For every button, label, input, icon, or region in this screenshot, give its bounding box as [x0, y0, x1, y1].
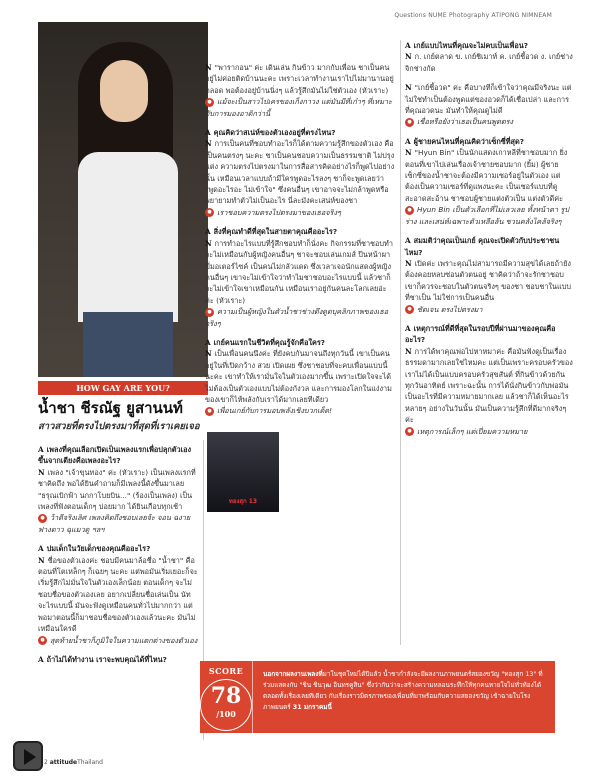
footer: [44, 759, 103, 766]
question: [405, 236, 559, 256]
comment-icon: ●: [405, 427, 414, 436]
answer-marker: N: [405, 346, 412, 356]
question: [405, 41, 528, 50]
question-text: สิ่งที่คุณทำดีที่สุดในสายตาคุณคืออะไร?: [213, 227, 338, 237]
question-text: สมมติว่าคุณเป็นเกย์ คุณจะเปิดตัวกับประชาชนไหม?: [405, 236, 560, 257]
question-text: ผู้ชายคนไหนที่คุณคิดว่าเซ็กซี่ที่สุด?: [413, 136, 524, 146]
question-marker: A: [205, 128, 211, 138]
score-text: [253, 661, 555, 733]
poster-title: ทองสุก 13: [228, 498, 258, 505]
photo-credit: Questions NUME Photography ATIPONG NIMNEAM: [394, 12, 552, 19]
question: [38, 655, 167, 664]
question-marker: A: [38, 445, 44, 454]
comment-icon: ●: [405, 206, 414, 215]
question: [205, 227, 337, 236]
question-marker: A: [405, 41, 411, 50]
editor-comment: เราชอบความตรงไปตรงมาของเธอจริงๆ: [217, 207, 341, 217]
question-text: เพลงที่คุณเลือกเปิดเป็นเพลงแรกเพื่อปลุกตัวเองขึ้นจากเตียงคือเพลงอะไร?: [38, 445, 192, 466]
answer-marker: N: [405, 258, 412, 268]
editor-comment: ว้าดีจริงเลิศ เพลงคิดถึงชอบเลยจ้ะ จอน ฉงาย ฟางดาว ฉุแมวดู ฯลฯ: [38, 513, 191, 534]
question-marker: A: [205, 227, 211, 237]
editor-comment: ชัดเจน ตรงไปตรงมา: [417, 304, 483, 314]
score-circle: [200, 679, 252, 731]
answer-marker: N: [205, 63, 212, 72]
qa-item: [405, 40, 573, 74]
comment-icon: ●: [205, 208, 214, 217]
answer-text: "เกย์ชี้อวด" ค่ะ คือบางทีก็เข้าใจว่าคุณมีจริงนะ แต่ไม่ใช่ทำเป็นต้องพูดแต่ของอวดก็ได้เชื่อเปล่า และการที่คุณอวดนะ มันทำให้คุณดูไม่ดี: [405, 83, 572, 116]
qa-item: [205, 226, 395, 329]
answer-text: "พารากอน" ค่ะ เดินเล่น กินข้าว มากกับเพื่อน ชาเป็นคนอยู่ไม่ค่อยติดบ้านนะคะ เพราะเวลาทำงานเราไปไม่มานานอยู่ตลอด พอต้องอยู่บ้านนิ่งๆ แล้วรู้สึกมันไม่ใช่ตัวเอง (หัวเราะ): [205, 63, 394, 95]
qa-item: [38, 444, 200, 535]
qa-item: [205, 62, 395, 119]
play-button[interactable]: [13, 741, 43, 771]
question-text: ปมเด็กในวัยเด็กของคุณคืออะไร?: [46, 544, 151, 554]
question: [405, 324, 556, 344]
comment-icon: ●: [405, 305, 414, 314]
qa-item: [38, 543, 200, 646]
qa-item: [405, 136, 573, 227]
score-text-body: มาในชุดใหม่ได้ปีแล้ว น้ำชากำลังจะมีผลงานภาพยนตร์สยองขวัญ "ทองสุก 13" ที่ร่วมแสดงกับ "ชิน ชินวุฒ อินทรคูสิน" ซึ่งว่ากันว่าจะสร้างความหลอนระทึกให้ทุกคนหายใจไม่ทั่วท้องได้ตลอดทั้งเรื่องเลยทีเดียว กับเรื่องราวมิตรภาพของเพื่อนที่มาพร้อมกับความสยองขวัญ เข้าฉายในโรงภาพยนตร์: [263, 670, 543, 711]
editor-comment: เชื่อหรือยังว่าเธอเป็นคนพูดตรง: [417, 117, 514, 127]
question-text: ถ้าไม่ได้ทำงาน เราจะพบคุณได้ที่ไหน?: [46, 654, 167, 664]
answer-marker: N: [38, 555, 45, 565]
question-text: เกย์แบบไหนที่คุณจะไม่คบเป็นเพื่อน?: [413, 41, 528, 50]
question: [38, 544, 150, 553]
answer-text: การเป็นคนที่ชอบทำอะไรก็ได้ตามความรู้สึกของตัวเอง คือเป็นคนตรงๆ นะคะ ชาเป็นคนชอบความเป็นธรรมชาติ ไม่ปรุงแต่ง ความตรงไปตรงมาในการสื่อสารคิดอย่างไรก็พูดไปอย่างนั้น เหมือนเวลาแบบถ้ามีใครพูดอะไรลงๆ ชาก็จะพูดเลยว่า "พูดอะไรอะ ไม่เข้าใจ" ซึ่งคนอื่นๆ เขาอาจจะไม่กล้าพูดหรือพยายามทำตัวไม่เป็นอะไร นี่ละมังคะเสน่ห์ของชา: [205, 139, 395, 206]
answer-marker: N: [205, 349, 212, 359]
column-divider: [400, 40, 401, 645]
question-marker: A: [38, 544, 44, 554]
qa-item: [405, 235, 573, 315]
question-text: คุณคิดว่าสเน่ห์ของตัวเองอยู่ที่ตรงไหน?: [213, 128, 336, 138]
qa-item: [205, 337, 395, 417]
question: [38, 445, 191, 465]
editor-comment: สุดท้ายน้ำชาก็ภูมิใจในความแตกต่างของตัวเอง: [50, 635, 198, 645]
answer-text: การทำอะไรแบบที่รู้สึกชอบทำก็นั่งคะ กิจกรรมที่ชาชอบทำจะไม่เหมือนกับผู้หญิงคนอื่นๆ ชาจะชอบเล่นเกมส์ ปีนหน้าผา ขี่มอเตอร์ไซค์ เป็นคนไม่กลัวแดด ซึ่งเวลาเจอนักแสดงผู้หญิงคนอื่นๆ เขาจะไม่เข้าใจว่าทำไมชาชอบอะไรแบบนี้ แล้วชาก็จะไม่เข้าใจเขาเหมือนกัน เหมือนเราอยู่กันคนละโลกเลยอ่ะค่ะ (หัวเราะ): [205, 238, 393, 305]
answer-text: ก. เกย์ตลาด ข. เกย์ชิเมาท์ ค. เกย์ชี้อวด ง. เกย์ช่างจิกช่างกัด: [405, 52, 573, 73]
score-box: [200, 661, 555, 733]
question: [205, 338, 325, 347]
column-2: [205, 62, 395, 425]
score-value: 78: [210, 683, 242, 709]
answer-marker: N: [405, 148, 412, 158]
comment-icon: ●: [38, 636, 47, 645]
answer-text: การได้พาคุณพ่อไปหาหมาค่ะ คือมันฟังดูเป็นเรื่องธรรมดามากเลยใช่ไหมคะ แต่เป็นเพราะครอบครัวของเราไม่ได้เป็นแบบครอบครัวสุขสันต์ ที่กินข้าวด้วยกันทุกวันอาทิตย์ เพราะฉะนั้น การได้นั่งกินข้าวกับพ่อมันเป็นอะไรที่มีความหมายมากเลย แล้วชาก็ได้เห็นอะไรหลายๆ อย่างในวันนั้น มันเป็นความรู้สึกที่ดีมากจริงๆ ค่ะ: [405, 346, 573, 425]
page-number: 2: [44, 759, 48, 766]
question-text: เกย์คนแรกในชีวิตที่คุณรู้จักคือใคร?: [213, 337, 326, 347]
answer-marker: N: [405, 52, 412, 62]
question: [205, 128, 335, 137]
answer-text: เพลง "เจ้าขุนทอง" ค่ะ (หัวเราะ) เป็นเพลงแรกที่ชาคิดถึง พอได้ยินคำถามก็มีเพลงนี้ดังขึ้นมาเลย "ธรุณเบิกฟ้า นกกาโบยบิน..." (ร้องเป็นเพลง) เป็นเพลงที่ฟังตอนเด็กๆ บ่อยมาก ได้ยินเกือบทุกเช้า: [38, 467, 196, 512]
qa-item: [205, 127, 395, 218]
question-marker: A: [38, 654, 44, 664]
comment-icon: ●: [205, 98, 214, 107]
editor-comment: ความเป็นผู้หญิงในตัวน้ำชาช่างดึงดูดบุคลิกภาพของเธอจริงๆ: [205, 307, 389, 328]
brand-region: Thailand: [77, 759, 103, 766]
answer-text: เปิดค่ะ เพราะคุณไม่สามารถมีความสุขได้เลยถ้ายังต้องคอยหลบซ่อนตัวตนอยู่ ชาคิดว่าถ้าจะรักชาชอบเขาก็ควรจะชอบในตัวตนจริงๆ ของชา ชอบชาในแบบที่ชาเป็น ไม่ใช่การเป็นคนอื่น: [405, 258, 572, 303]
editor-comment: Hyun Bin เป็นตัวเลือกที่ไม่เลวเลย ทั้งหน้าตา รูปร่าง และเสน่ห์เฉพาะตัวเหลือล้น ชวนคลั่งไคล้จริงๆ: [405, 205, 569, 226]
qa-item: [38, 654, 200, 665]
column-3: [405, 40, 573, 445]
answer-text: ชื่อของตัวเองค่ะ ชอบมีคนมาล้อชื่อ "น้ำชา" คือตอนที่โตเหล็กๆ ก็เฉยๆ นะคะ แต่พอมันเริ่มเยอะก็จะเริ่มรู้สึกไม่มั่นใจในตัวเองเล็กน้อย ตอนเด็กๆ จะไม่ชอบชื่อของตัวเองเลย อยากเปลี่ยนชื่อเล่นเป็น นัท จะไรแบบนี้ มันจะฟังดูเหมือนคนทั่วไปมากกว่า แต่พอมาตอนนี้ก็มาชอบชื่อของตัวเองแล้วนะคะ มันไม่เหมือนใครดี: [38, 555, 198, 634]
comment-icon: ●: [205, 308, 214, 317]
score-text-lead: นอกจากผลงานเพลงที่: [263, 670, 323, 678]
qa-item: [405, 323, 573, 437]
answer-text: เป็นเพื่อนคนนึงค่ะ ที่ยังคบกันมาจนถึงทุกวันนี้ เขาเป็นคนอยู่ในที่เปิดกว้าง สวย เปิดเผย ซึ่งชาชอบที่จะคบเพื่อนแบบนี้นะคะ เขาทำให้เรามั่นใจในตัวเองมากขึ้น เพราะเปิดใจจะได้ไม่ต้องเป็นตัวเองแบบไม่ต้องกังวล และการมองโลกในแง่งามของเขาก็ไห้พลังกับเราได้มากเลยทีเดียว: [205, 349, 392, 404]
qa-item: [405, 82, 573, 128]
comment-icon: ●: [38, 514, 47, 523]
score-label: SCORE: [208, 666, 244, 676]
editor-comment: เพื่อนเกย์กับการมอบพลังเชิงบวกเด็ด!: [217, 406, 333, 416]
editor-comment: แม้จะเป็นสาวไปเครของเก็งกาวง แต่มันมีที่เก๋าๆ ที่เหมาะกับการมองอาดิกว่านี้: [205, 97, 393, 118]
comment-icon: ●: [205, 407, 214, 416]
score-max: /100: [216, 709, 236, 719]
comment-icon: ●: [405, 118, 414, 127]
question-marker: A: [205, 337, 211, 347]
portrait-photo: [38, 22, 208, 377]
interviewee-name: น้ำชา ชีรณัฐ ยูสานนท์: [38, 399, 183, 417]
brand-name: attitude: [49, 759, 78, 766]
answer-marker: N: [405, 83, 412, 93]
question-marker: A: [405, 236, 411, 246]
question-marker: A: [405, 323, 411, 333]
question: [405, 137, 524, 146]
answer-marker: N: [38, 467, 45, 477]
section-banner: HOW GAY ARE YOU?: [38, 381, 208, 395]
column-1: [38, 444, 200, 673]
editor-comment: เหตุการณ์เล็กๆ แต่เปี่ยมความหมาย: [417, 426, 528, 436]
release-date: 31 มกราคมนี้: [292, 703, 332, 711]
question-marker: A: [405, 136, 411, 146]
subtitle: สาวสวยที่ตรงไปตรงมาที่สุดที่เราเคยเจอ: [38, 421, 200, 432]
question-text: เหตุการณ์ที่ดีที่สุดในรอบปีที่ผ่านมาของคุณคืออะไร?: [405, 323, 556, 345]
answer-marker: N: [205, 139, 212, 149]
answer-marker: N: [205, 238, 212, 248]
movie-poster: [207, 432, 279, 512]
answer-text: "Hyun Bin" เป็นนักแสดงเกาหลีที่ชาชอบมาก ยิ่งตอนที่เขาไปเล่นเรื่องเจ้าชายซอบมาก (ยิ้ม) ผู้ชายเซ็กซี่ของน้ำชาจะต้องมีความเซอร์อยู่ในตัวเอง แต่ต้องเป็นความเซอร์ที่ดูแพงนะคะ เป็นเซอร์แบบที่ดูสะอาดสะอ้าน ชาชอบผู้ชายแต่งตัวเป็น แต่งตัวดีค่ะ: [405, 148, 568, 203]
